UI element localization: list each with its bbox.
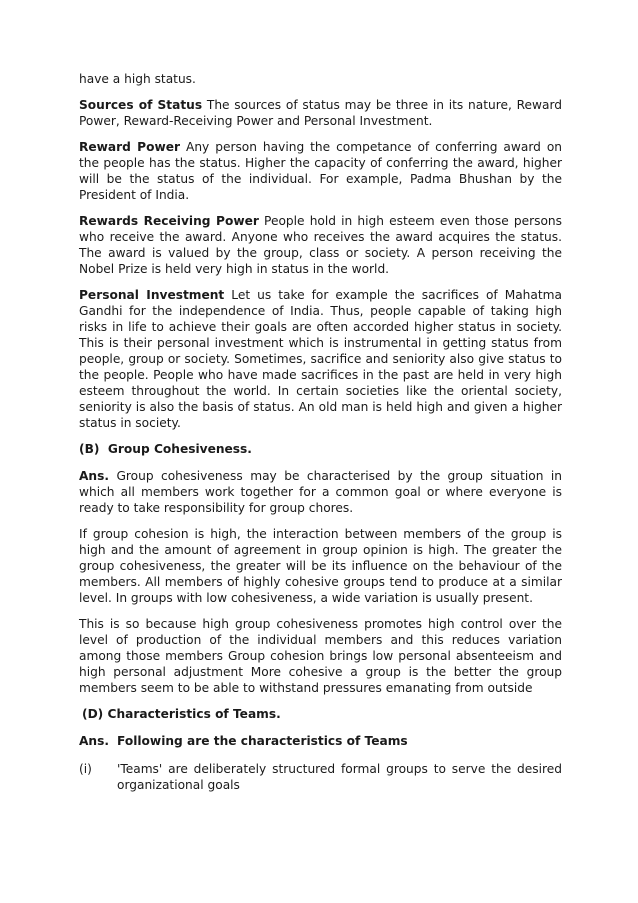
rewards-receiving-paragraph [79, 213, 562, 277]
section-d-ans-label: Ans. [79, 734, 109, 748]
list-item-number: (i) [79, 762, 92, 776]
section-b-ans-text: Group cohesiveness may be characterised by the group situation in which all members work together for a common goal or where everyone is ready to take responsibility for group chores. [79, 469, 562, 515]
intro-paragraph: have a high status. [79, 72, 196, 86]
sources-text: The sources of status may be three in its nature, Reward Power, Reward-Receiving Power and Personal Investment. [79, 98, 563, 128]
section-d-answer [79, 733, 562, 749]
personal-investment-term: Personal Investment [79, 288, 225, 302]
section-d-ans-text: Following are the characteristics of Teams [117, 734, 408, 748]
rewards-receiving-term: Rewards Receiving Power [79, 214, 259, 228]
section-b-paragraph-2: If group cohesion is high, the interaction between members of the group is high and the amount of agreement in group opinion is high. The greater the group cohesiveness, the greater will be its influence on the behaviour of the members. All members of highly cohesive groups tend to produce at a similar level. In groups with low cohesiveness, a wide variation is usually present. [79, 527, 562, 605]
section-d-heading: (D) Characteristics of Teams. [82, 707, 281, 721]
list-item [79, 761, 562, 793]
sources-term: Sources of Status [79, 98, 203, 112]
section-b-paragraph-3: This is so because high group cohesiveness promotes high control over the level of production of the individual members and this reduces variation among those members Group cohesion brings low personal absenteeism and high personal adjustment More cohesive a group is the better the group members seem to be able to withstand pressures emanating from outside [79, 617, 562, 695]
document-page [79, 71, 562, 793]
reward-power-paragraph [79, 139, 562, 203]
section-b-heading: (B) Group Cohesiveness. [79, 442, 252, 456]
reward-power-text: Any person having the competance of conferring award on the people has the status. Higher the capacity of conferring the award, higher will be the status of the individual. For example, Padma Bhushan by the President of India. [79, 140, 562, 202]
reward-power-term: Reward Power [79, 140, 181, 154]
section-b-answer [79, 468, 562, 516]
rewards-receiving-text: People hold in high esteem even those persons who receive the award. Anyone who receives the award acquires the status. The award is valued by the group, class or society. A person receiving the Nobel Prize is held very high in status in the world. [79, 214, 563, 276]
list-item-text: 'Teams' are deliberately structured formal groups to serve the desired organizational goals [117, 762, 562, 792]
section-b-ans-label: Ans. [79, 469, 109, 483]
personal-investment-text: Let us take for example the sacrifices of Mahatma Gandhi for the independence of India. Thus, people capable of taking high risks in life to achieve their goals are often accorded higher status in society. This is their personal investment which is instrumental in getting status from people, group or society. Sometimes, sacrifice and seniority also give status to the people. People who have made sacrifices in the past are held in very high esteem throughout the world. In certain societies like the oriental society, seniority is also the basis of status. An old man is held high and given a higher status in society. [79, 288, 562, 430]
personal-investment-paragraph [79, 287, 562, 431]
sources-paragraph [79, 97, 562, 129]
